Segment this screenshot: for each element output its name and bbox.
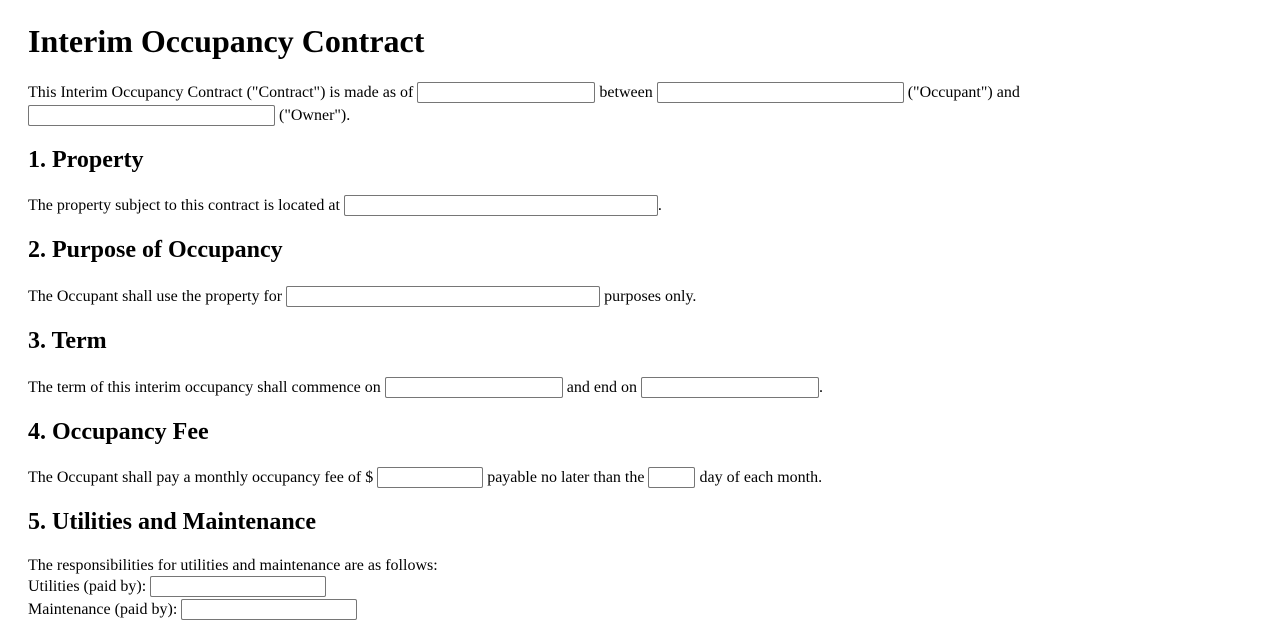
term-text-after: . [818, 378, 823, 396]
utilities-paid-by-input[interactable] [150, 576, 326, 597]
intro-text-after-occupant: ("Occupant") and [907, 83, 1020, 101]
intro-text-between: between [599, 83, 653, 101]
intro-paragraph [28, 81, 1250, 127]
purpose-text-before: The Occupant shall use the property for [28, 287, 283, 305]
utilities-label: Utilities (paid by): [28, 577, 147, 595]
term-text-middle: and end on [566, 378, 637, 396]
maintenance-label: Maintenance (paid by): [28, 600, 178, 618]
fee-paragraph [28, 466, 1250, 489]
section-heading-term: 3. Term [28, 327, 107, 354]
maintenance-paid-by-input[interactable] [181, 599, 357, 620]
purpose-text-after: purposes only. [604, 287, 697, 305]
utilities-intro-line: The responsibilities for utilities and maintenance are as follows: [28, 556, 438, 574]
occupant-name-input[interactable] [657, 82, 904, 103]
utilities-paragraph [28, 557, 1250, 621]
intro-text-after-owner: ("Owner"). [279, 106, 351, 124]
due-day-input[interactable] [648, 467, 695, 488]
term-paragraph [28, 376, 1250, 399]
term-text-before: The term of this interim occupancy shall commence on [28, 378, 381, 396]
purpose-paragraph [28, 285, 1250, 308]
property-address-input[interactable] [344, 195, 658, 216]
made-as-of-date-input[interactable] [417, 82, 595, 103]
property-text-after: . [657, 197, 662, 215]
end-date-input[interactable] [641, 377, 819, 398]
owner-name-input[interactable] [28, 105, 275, 126]
section-heading-fee: 4. Occupancy Fee [28, 418, 209, 445]
purpose-input[interactable] [286, 286, 600, 307]
fee-text-before: The Occupant shall pay a monthly occupancy fee of $ [28, 469, 374, 487]
fee-text-after: day of each month. [699, 469, 823, 487]
property-paragraph [28, 194, 1250, 217]
section-heading-property: 1. Property [28, 146, 144, 173]
section-heading-purpose: 2. Purpose of Occupancy [28, 237, 283, 264]
intro-text-before-date: This Interim Occupancy Contract ("Contract") is made as of [28, 83, 414, 101]
fee-text-middle: payable no later than the [487, 469, 645, 487]
page-title: Interim Occupancy Contract [28, 23, 425, 59]
commence-date-input[interactable] [385, 377, 563, 398]
property-text-before: The property subject to this contract is located at [28, 197, 340, 215]
fee-amount-input[interactable] [377, 467, 483, 488]
section-heading-utilities: 5. Utilities and Maintenance [28, 509, 316, 536]
